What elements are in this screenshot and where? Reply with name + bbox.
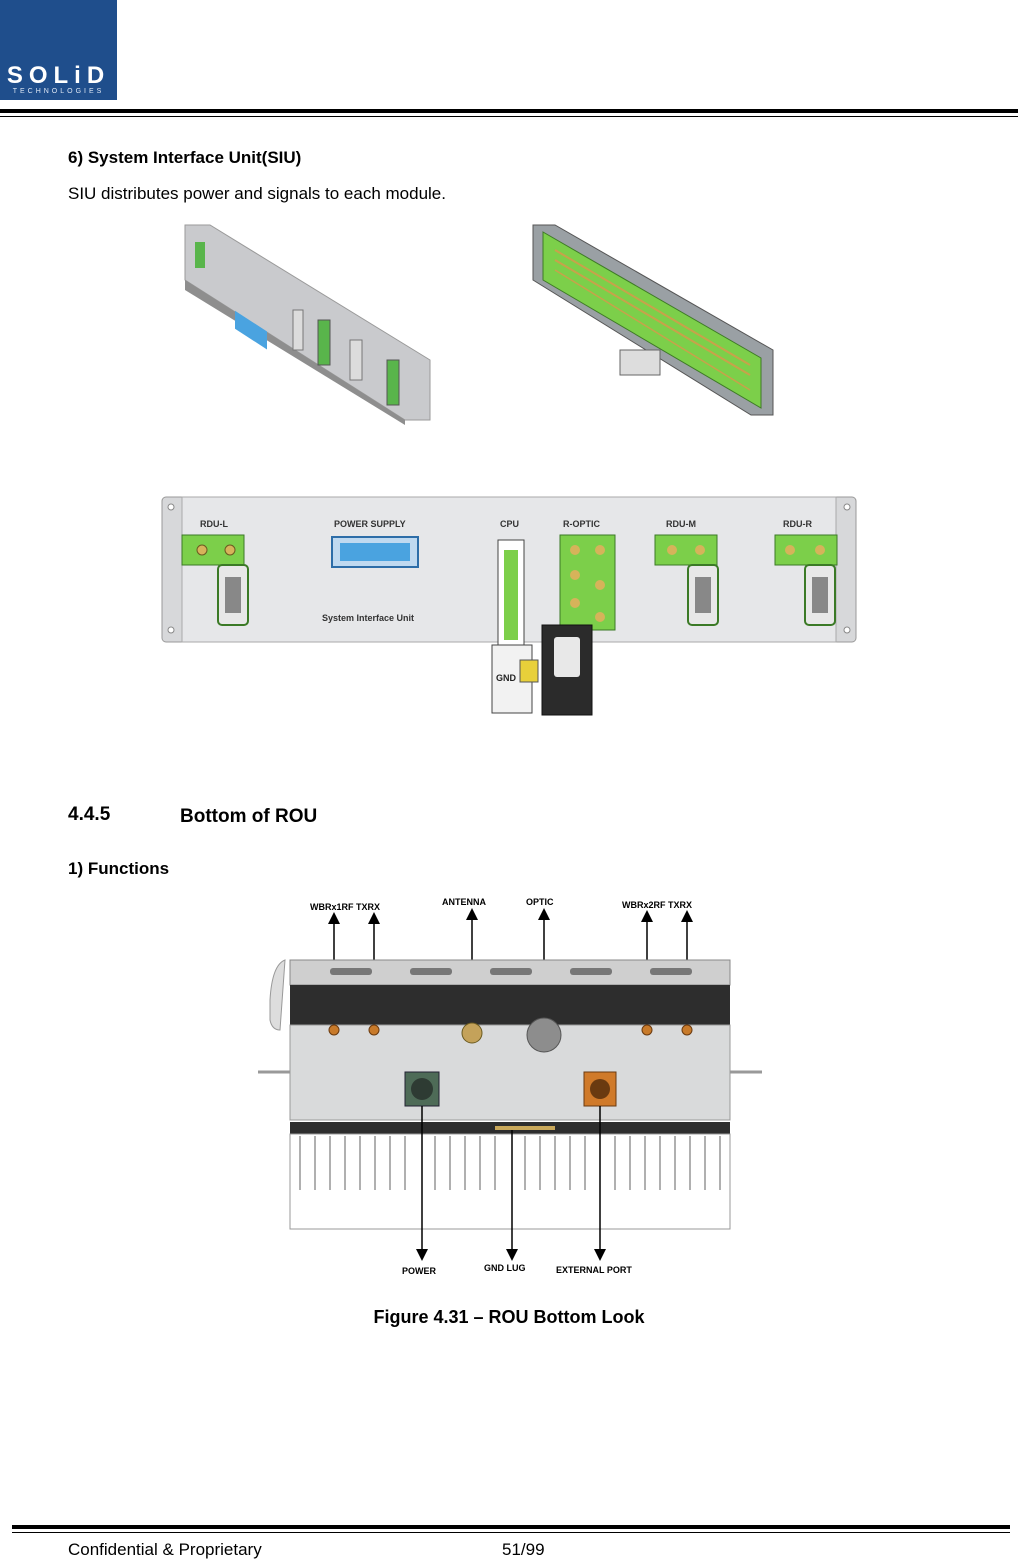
figure-caption: Figure 4.31 – ROU Bottom Look xyxy=(373,1307,645,1327)
callout-external-port: EXTERNAL PORT xyxy=(556,1265,632,1275)
rou-bottom-diagram xyxy=(250,890,770,1280)
gnd-label: GND xyxy=(496,673,516,683)
footer-confidential: Confidential & Proprietary xyxy=(68,1540,262,1559)
callout-gnd-lug: GND LUG xyxy=(484,1263,526,1273)
footer-page-number: 51/99 xyxy=(502,1540,545,1559)
callout-antenna: ANTENNA xyxy=(442,897,486,907)
footer-rule-thin xyxy=(12,1532,1010,1533)
rou-section-number: 4.4.5 xyxy=(68,804,111,825)
panel-label-rdu-m: RDU-M xyxy=(666,519,696,529)
callout-power: POWER xyxy=(402,1266,437,1276)
logo-text: SOLiD xyxy=(6,62,111,89)
footer-rule xyxy=(12,1525,1010,1529)
panel-label-power-supply: POWER SUPPLY xyxy=(334,519,406,529)
header-rule xyxy=(0,109,1018,113)
panel-label-r-optic: R-OPTIC xyxy=(563,519,600,529)
logo-subtext: TECHNOLOGIES xyxy=(12,88,105,95)
callout-optic: OPTIC xyxy=(526,897,554,907)
header-rule-thin xyxy=(0,116,1018,117)
panel-name: System Interface Unit xyxy=(322,613,415,623)
callout-wbrx2rf: WBRx2RF TXRX xyxy=(622,900,693,910)
rou-functions-heading: 1) Functions xyxy=(68,859,170,878)
panel-label-rdu-r: RDU-R xyxy=(783,519,812,529)
callout-wbrx1rf: WBRx1RF TXRX xyxy=(310,902,381,912)
siu-front-photo xyxy=(180,220,435,425)
panel-label-cpu: CPU xyxy=(500,519,520,529)
siu-front-panel xyxy=(160,495,860,720)
rou-section-title: Bottom of ROU xyxy=(180,806,318,827)
siu-rear-photo xyxy=(525,220,775,420)
panel-label-rdu-l: RDU-L xyxy=(200,519,228,529)
siu-heading: 6) System Interface Unit(SIU) xyxy=(68,148,302,167)
siu-body: SIU distributes power and signals to each module. xyxy=(68,184,446,203)
